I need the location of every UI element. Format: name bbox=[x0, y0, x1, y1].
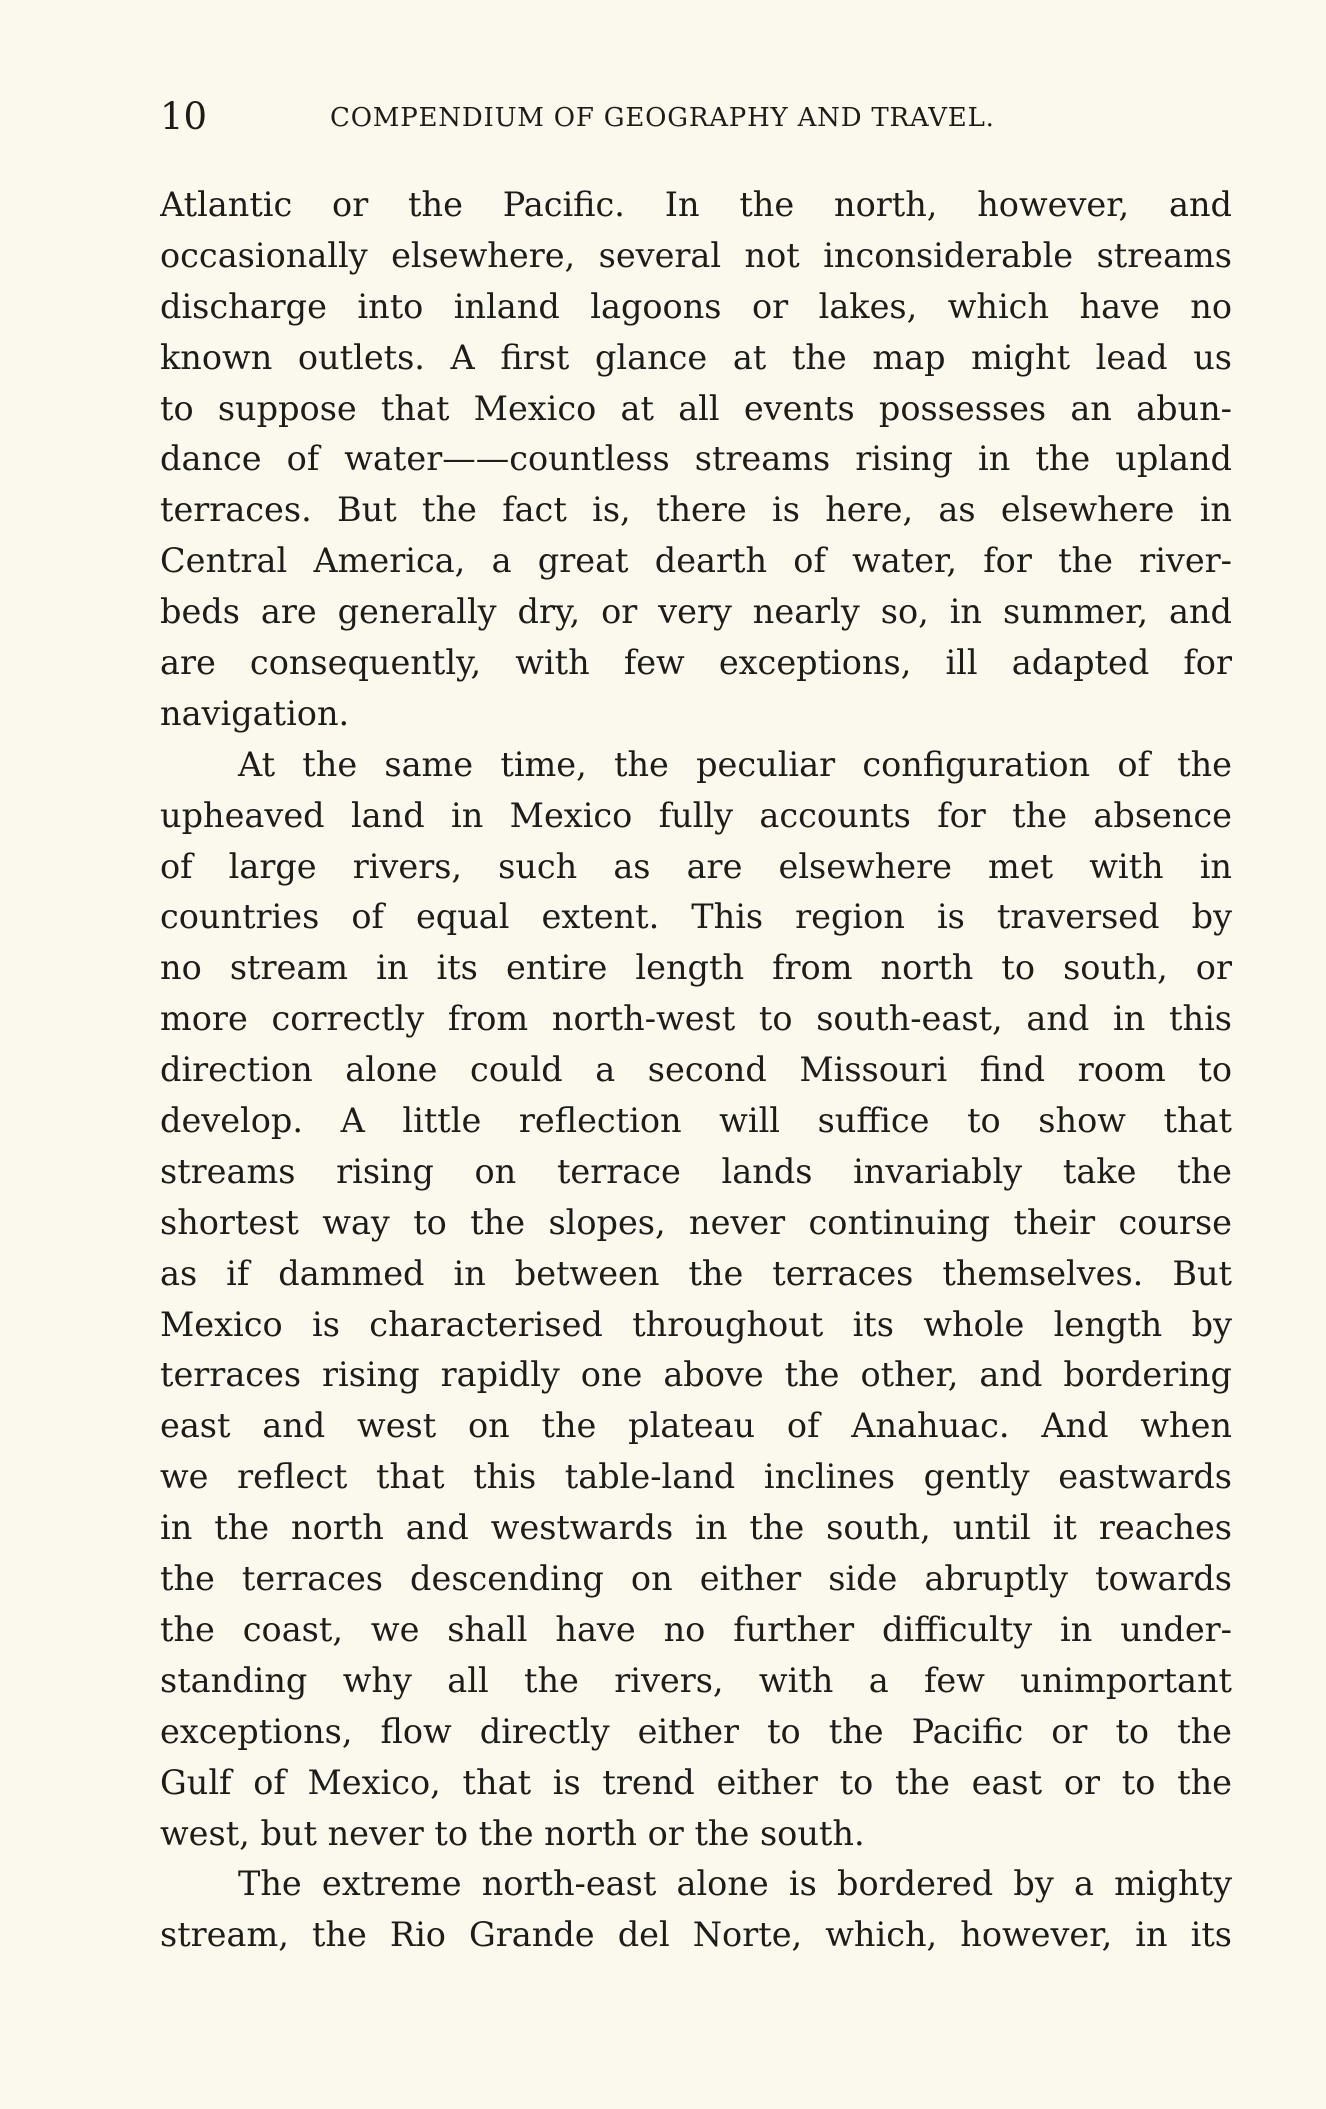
text-line: of large rivers, such as are elsewhere met with in bbox=[160, 846, 1232, 886]
text-line: terraces. But the fact is, there is here, as elsewhere in bbox=[160, 490, 1232, 530]
text-line: known outlets. A first glance at the map might lead us bbox=[160, 337, 1232, 377]
text-line: navigation. bbox=[160, 693, 350, 733]
text-line: stream, the Rio Grande del Norte, which, however, in its bbox=[160, 1915, 1232, 1955]
text-line: streams rising on terrace lands invariably take the bbox=[160, 1151, 1232, 1191]
text-line: more correctly from north-west to south-east, and in this bbox=[160, 999, 1232, 1039]
text-line: countries of equal extent. This region is traversed by bbox=[160, 897, 1232, 937]
page-number: 10 bbox=[160, 95, 208, 138]
text-line: west, but never to the north or the south. bbox=[160, 1813, 865, 1853]
text-line: exceptions, flow directly either to the Pacific or to the bbox=[160, 1711, 1232, 1751]
text-line: Gulf of Mexico, that is trend either to the east or to the bbox=[160, 1762, 1232, 1802]
text-line: to suppose that Mexico at all events possesses an abun- bbox=[160, 388, 1232, 428]
text-line: the terraces descending on either side abruptly towards bbox=[160, 1559, 1232, 1599]
text-line: shortest way to the slopes, never continuing their course bbox=[160, 1202, 1232, 1242]
text-line: dance of water——countless streams rising in the upland bbox=[160, 439, 1232, 479]
text-line: terraces rising rapidly one above the other, and bordering bbox=[160, 1355, 1232, 1395]
text-line: direction alone could a second Missouri find room to bbox=[160, 1050, 1232, 1090]
text-line: develop. A little reflection will suffice to show that bbox=[160, 1101, 1232, 1141]
page-header bbox=[160, 95, 1140, 139]
text-line: as if dammed in between the terraces themselves. But bbox=[160, 1253, 1232, 1293]
text-line: the coast, we shall have no further difficulty in under- bbox=[160, 1609, 1232, 1649]
text-line: beds are generally dry, or very nearly so, in summer, and bbox=[160, 592, 1232, 632]
text-line: Atlantic or the Pacific. In the north, however, and bbox=[160, 185, 1232, 224]
text-line: no stream in its entire length from north to south, or bbox=[160, 948, 1232, 988]
paragraph-start-line: At the same time, the peculiar configuration of the bbox=[238, 744, 1232, 784]
text-line: we reflect that this table-land inclines gently eastwards bbox=[160, 1457, 1232, 1497]
text-line: discharge into inland lagoons or lakes, which have no bbox=[160, 286, 1232, 326]
text-line: in the north and westwards in the south, until it reaches bbox=[160, 1508, 1232, 1548]
running-title: COMPENDIUM OF GEOGRAPHY AND TRAVEL. bbox=[330, 103, 995, 133]
text-line: standing why all the rivers, with a few unimportant bbox=[160, 1660, 1232, 1700]
text-line: Mexico is characterised throughout its whole length by bbox=[160, 1304, 1232, 1344]
text-line: Central America, a great dearth of water, for the river- bbox=[160, 541, 1232, 581]
text-line: east and west on the plateau of Anahuac. And when bbox=[160, 1406, 1232, 1446]
text-line: upheaved land in Mexico fully accounts for the absence bbox=[160, 795, 1232, 835]
text-line: occasionally elsewhere, several not inconsiderable streams bbox=[160, 235, 1232, 275]
paragraph-start-line: The extreme north-east alone is bordered by a mighty bbox=[238, 1864, 1232, 1904]
body-text bbox=[160, 180, 1232, 1961]
text-line: are consequently, with few exceptions, ill adapted for bbox=[160, 643, 1232, 683]
